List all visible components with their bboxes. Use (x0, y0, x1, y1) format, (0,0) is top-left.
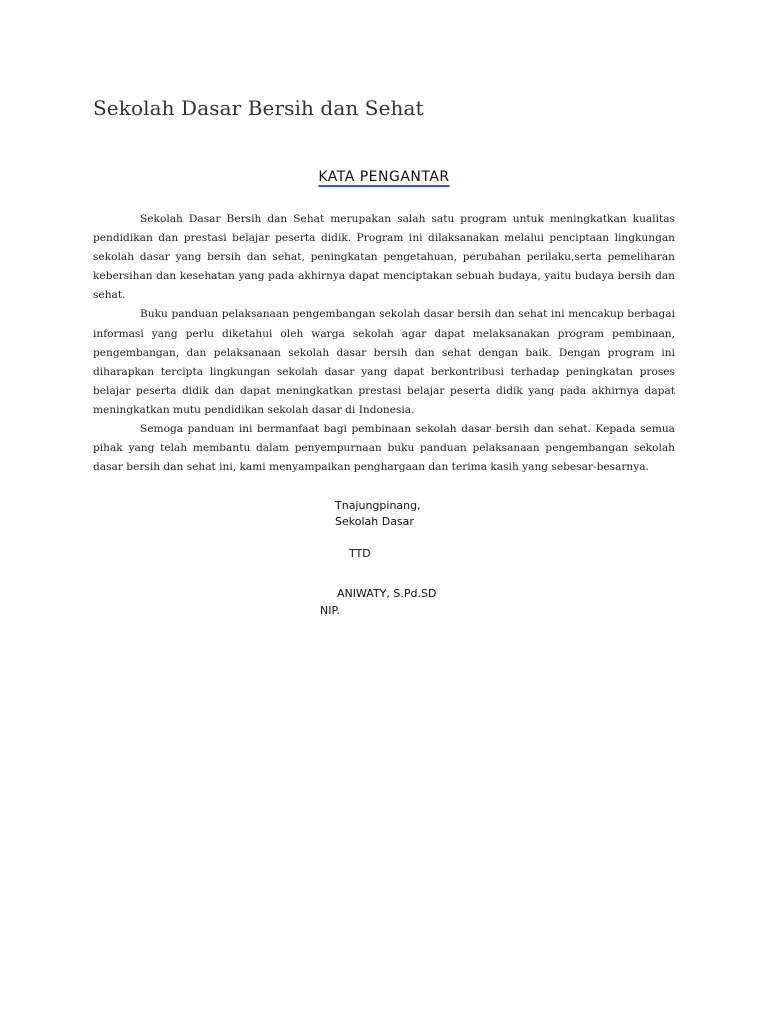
paragraph-1: Sekolah Dasar Bersih dan Sehat merupakan salah satu program untuk meningkatkan kualitas pendidikan dan prestasi belajar peserta didik. Program ini dilaksanakan melalui penciptaan lingkungan sekolah dasar yang bersih dan sehat, peningkatan pengetahuan, perubahan perilaku,serta pemeliharan kebersihan dan kesehatan yang pada akhirnya dapat menciptakan sebuah budaya, yaitu budaya bersih dan sehat. (93, 213, 675, 302)
signature-ttd: TTD (349, 547, 371, 560)
document-header-title: Sekolah Dasar Bersih dan Sehat (93, 96, 424, 120)
document-title (0, 169, 768, 185)
paragraph-2: Buku panduan pelaksanaan pengembangan sekolah dasar bersih dan sehat ini mencakup berbagai informasi yang perlu diketahui oleh warga sekolah agar dapat melaksanakan program pembinaan, pengembangan, dan pelaksanaan sekolah dasar bersih dan sehat dengan baik. Dengan program ini diharapkan tercipta lingkungan sekolah dasar yang dapat berkontribusi terhadap peningkatan proses belajar peserta didik dan dapat meningkatkan prestasi belajar peserta didik yang pada akhirnya dapat meningkatkan mutu pendidikan sekolah dasar di Indonesia. (93, 308, 675, 416)
document-title-text: KATA PENGANTAR (318, 169, 450, 185)
signature-place: Tnajungpinang, (335, 499, 421, 512)
signature-nip: NIP. (320, 604, 340, 617)
signature-name: ANIWATY, S.Pd.SD (337, 587, 437, 600)
paragraph-3: Semoga panduan ini bermanfaat bagi pembinaan sekolah dasar bersih dan sehat. Kepada semua pihak yang telah membantu dalam penyempurnaan buku panduan pelaksanaan pengembangan sekolah dasar bersih dan sehat ini, kami menyampaikan penghargaan dan terima kasih yang sebesar-besarnya. (93, 423, 675, 474)
document-body (93, 210, 675, 477)
signature-institution: Sekolah Dasar (335, 515, 414, 528)
